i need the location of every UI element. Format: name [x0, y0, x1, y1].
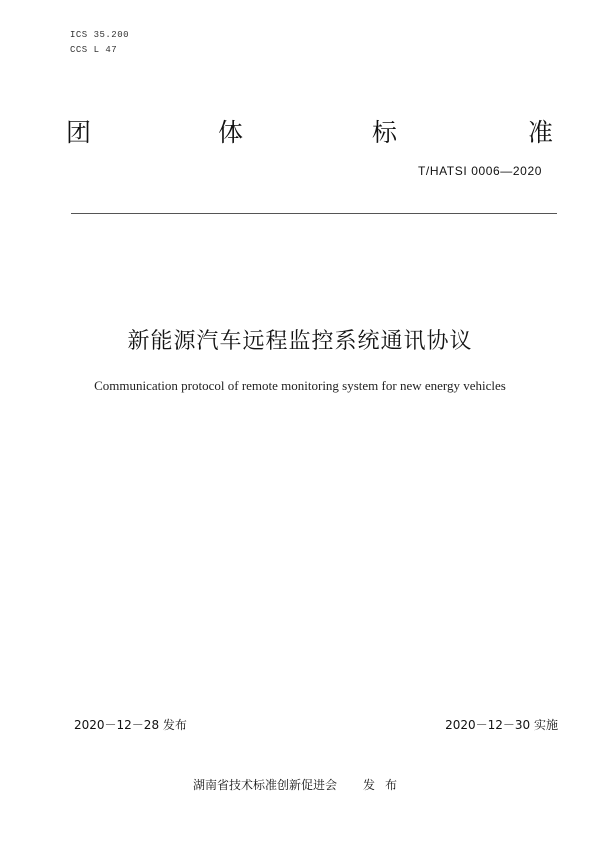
standard-type-char: 标 [372, 118, 398, 147]
issuing-organization [0, 776, 600, 794]
release-date: 2020－12－28 发布 [74, 718, 187, 732]
ccs-code: CCS L 47 [70, 45, 118, 55]
issuer-name: 湖南省技术标准创新促进会 [192, 778, 337, 792]
implementation-date: 2020－12－30 实施 [445, 718, 558, 732]
classification-codes [70, 28, 129, 58]
ics-code: ICS 35.200 [70, 30, 130, 40]
standard-type-char: 体 [218, 118, 244, 147]
standard-type-heading [66, 116, 556, 150]
standard-number: T/HATSI 0006—2020 [417, 164, 542, 178]
header-divider [71, 213, 557, 214]
document-title-chinese: 新能源汽车远程监控系统通讯协议 [127, 329, 473, 354]
standard-type-char: 团 [66, 118, 92, 147]
standard-type-char: 准 [528, 118, 554, 147]
document-title-english: Communication protocol of remote monitoring system for new energy vehicles [94, 378, 506, 393]
issuer-action: 发布 [363, 778, 408, 792]
